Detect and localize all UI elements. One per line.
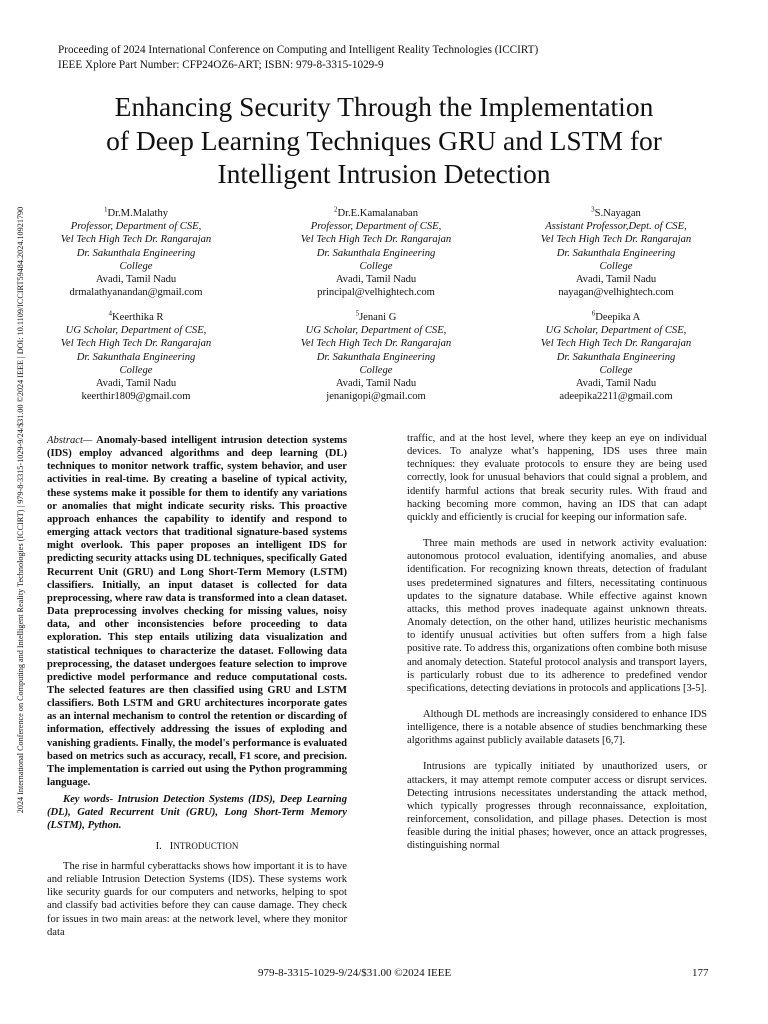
author-institution: Vel Tech High Tech Dr. Rangarajan	[300, 338, 452, 350]
paragraph: Three main methods are used in network activity evaluation: autonomous protocol evaluation, identifying anomalies, and abuse identification. For recognizing known threats, detection of fradulant uses predetermined signatures and filters, necessitating continuous updates to the signature database. While effective against known attacks, this method proves inadequate against unknown threats. Anomaly detection, on the other hand, utilizes heuristic mechanisms to identify unusual activities but often suffers from a high false positive rate. To address this, organizations often combine both misuse and anomaly detection. Stateful protocol analysis and transport layers, is particularly robust due to its adherence to predefined vendor specifications, detecting deviations in protocols and applications [3-5].	[407, 538, 707, 694]
author-institution: College	[119, 260, 153, 272]
author-number: 6	[591, 309, 596, 318]
author-location: Avadi, Tamil Nadu	[95, 274, 177, 286]
keywords-text: Key words- Intrusion Detection Systems (IDS), Deep Learning (DL), Gated Recurrent Unit (GRU), Long Short-Term Memory (LSTM), Python.	[47, 794, 347, 832]
author-name: S.Nayagan	[594, 208, 641, 219]
abstract	[47, 434, 347, 789]
author-institution: Vel Tech High Tech Dr. Rangarajan	[540, 338, 692, 350]
author-institution: Dr. Sakunthala Engineering	[556, 351, 676, 363]
paragraph: The rise in harmful cyberattacks shows how important it is to have and reliable Intrusion Detection Systems (IDS). These systems work like security guards for our computers and networks, helping to spot and classify bad activities before they can cause damage. They check for issues in two main areas: at the network level, where they monitor data	[47, 861, 347, 938]
author-number: 4	[108, 309, 112, 318]
author-name: Dr.M.Malathy	[107, 208, 169, 219]
section-number: I.	[155, 841, 162, 852]
right-column	[407, 432, 707, 853]
author-email: adeepika2211@gmail.com	[559, 391, 673, 403]
author-block	[496, 311, 736, 403]
author-institution: Vel Tech High Tech Dr. Rangarajan	[60, 234, 212, 246]
author-role: Professor, Department of CSE,	[310, 221, 442, 233]
author-block	[256, 311, 496, 403]
abstract-heading: Abstract—	[47, 435, 93, 446]
section-title: NTRODUCTION	[173, 841, 239, 851]
abstract-text: Anomaly-based intelligent intrusion detection systems (IDS) employ advanced algorithms and deep learning (DL) techniques to monitor network traffic, system behavior, and user activities in real-time. By creating a baseline of typical activity, these systems make it possible for them to identify any variations or anomalies that might indicate security risks. This proactive approach enhances the capability to identify and respond to emerging attack vectors that traditional signature-based systems might overlook. This paper proposes an intelligent IDS for predicting security attacks using DL techniques, specifically Gated Recurrent Unit (GRU) and Long Short-Term Memory (LSTM) classifiers. Initially, an input dataset is collected for data preprocessing, where raw data is transformed into a clean dataset. Data preprocessing involves checking for missing values, noisy data, and other inconsistencies before proceeding to data exploration. This step entails utilizing data visualization and statistical techniques to characterize the dataset. Following data preprocessing, the dataset undergoes feature selection to improve predictive model performance and reduce computational costs. The selected features are then classified using GRU and LSTM classifiers. Both LSTM and GRU architectures incorporate gates as an internal mechanism to control the retention or discarding of information, effectively addressing the issues of exploding and vanishing gradients. Finally, the model's performance is evaluated based on metrics such as accuracy, recall, F1 score, and precision. The implementation is carried out using the Python programming language.	[47, 435, 347, 789]
author-location: Avadi, Tamil Nadu	[575, 378, 657, 390]
author-role: UG Scholar, Department of CSE,	[305, 325, 447, 337]
author-location: Avadi, Tamil Nadu	[575, 274, 657, 286]
keywords	[47, 793, 347, 832]
author-institution: College	[599, 364, 633, 376]
author-number: 2	[333, 205, 338, 214]
author-institution: Dr. Sakunthala Engineering	[316, 351, 436, 363]
author-block	[256, 207, 496, 299]
author-name: Deepika A	[595, 312, 641, 323]
author-number: 3	[591, 205, 595, 214]
author-institution: College	[359, 364, 393, 376]
author-role: UG Scholar, Department of CSE,	[545, 325, 687, 337]
author-role: UG Scholar, Department of CSE,	[65, 325, 207, 337]
title-line: Intelligent Intrusion Detection	[217, 158, 551, 189]
author-role: Professor, Department of CSE,	[70, 221, 202, 233]
title-line: Enhancing Security Through the Implementation	[114, 91, 654, 122]
author-number: 5	[355, 309, 360, 318]
author-email: principal@velhightech.com	[317, 287, 435, 299]
author-role: Assistant Professor,Dept. of CSE,	[545, 221, 687, 233]
author-institution: Dr. Sakunthala Engineering	[556, 247, 676, 259]
author-location: Avadi, Tamil Nadu	[95, 378, 177, 390]
paragraph: traffic, and at the host level, where they keep an eye on individual devices. To analyze what’s happening, IDS uses three main techniques: they evaluate protocols to ensure they are being used correctly, look for unusual behaviors that could signal a problem, and identify harmful actions that break security rules. With fraud and hacking becoming more common, having an IDS that can adapt quickly and efficiently is crucial for keeping our information safe.	[407, 433, 707, 523]
paragraph: Although DL methods are increasingly considered to enhance IDS intelligence, there is a notable absence of studies benchmarking these algorithms against publicly available datasets [6,7].	[407, 708, 707, 747]
paper-title	[40, 90, 728, 191]
section-title-initial: I	[169, 841, 174, 852]
author-institution: Dr. Sakunthala Engineering	[316, 247, 436, 259]
author-block	[16, 207, 256, 299]
author-institution: Vel Tech High Tech Dr. Rangarajan	[540, 234, 692, 246]
isbn-line: IEEE Xplore Part Number: CFP24OZ6-ART; ISBN: 979-8-3315-1029-9	[58, 58, 384, 71]
author-email: drmalathyanandan@gmail.com	[69, 287, 203, 299]
author-email: keerthir1809@gmail.com	[81, 391, 191, 403]
author-institution: Dr. Sakunthala Engineering	[76, 351, 196, 363]
author-name: Jenani G	[359, 312, 397, 323]
section-heading	[47, 841, 347, 852]
author-block	[16, 311, 256, 403]
conference-header	[58, 43, 538, 72]
title-line: of Deep Learning Techniques GRU and LSTM for	[106, 124, 662, 156]
conference-line: Proceeding of 2024 International Conference on Computing and Intelligent Reality Technologies (ICCIRT)	[58, 44, 539, 56]
author-block	[496, 207, 736, 299]
author-location: Avadi, Tamil Nadu	[335, 378, 417, 390]
author-institution: Dr. Sakunthala Engineering	[76, 247, 196, 259]
author-location: Avadi, Tamil Nadu	[335, 274, 417, 286]
author-name: Dr.E.Kamalanaban	[337, 208, 419, 219]
copyright-footer: 979-8-3315-1029-9/24/$31.00 ©2024 IEEE	[258, 967, 452, 979]
author-institution: Vel Tech High Tech Dr. Rangarajan	[60, 338, 212, 350]
page-number: 177	[692, 967, 709, 979]
author-institution: College	[359, 260, 393, 272]
author-institution: College	[119, 364, 153, 376]
side-citation-text: 2024 International Conference on Computing and Intelligent Reality Technologies (ICCIRT) | 979-8-3315-1029-9/24/$31.00 ©2024 IEEE | DOI: 10.1109/ICCIRT59484.2024.10921790	[16, 206, 25, 814]
paragraph: Intrusions are typically initiated by unauthorized users, or attackers, it may attempt remote computer access or disrupt services. Detecting intrusions necessitates understanding the attack method, which typically progresses through reconnaissance, exploitation, reinforcement, consolidation, and pillage phases. Detection is most feasible during the initial phases; however, once an attack progresses, distinguishing normal	[407, 761, 707, 852]
author-number: 1	[103, 205, 108, 214]
author-email: nayagan@velhightech.com	[558, 287, 674, 299]
author-institution: College	[599, 260, 633, 272]
author-email: jenanigopi@gmail.com	[326, 391, 426, 403]
author-name: Keerthika R	[112, 312, 164, 323]
intro-left-column	[47, 860, 347, 939]
author-institution: Vel Tech High Tech Dr. Rangarajan	[300, 234, 452, 246]
